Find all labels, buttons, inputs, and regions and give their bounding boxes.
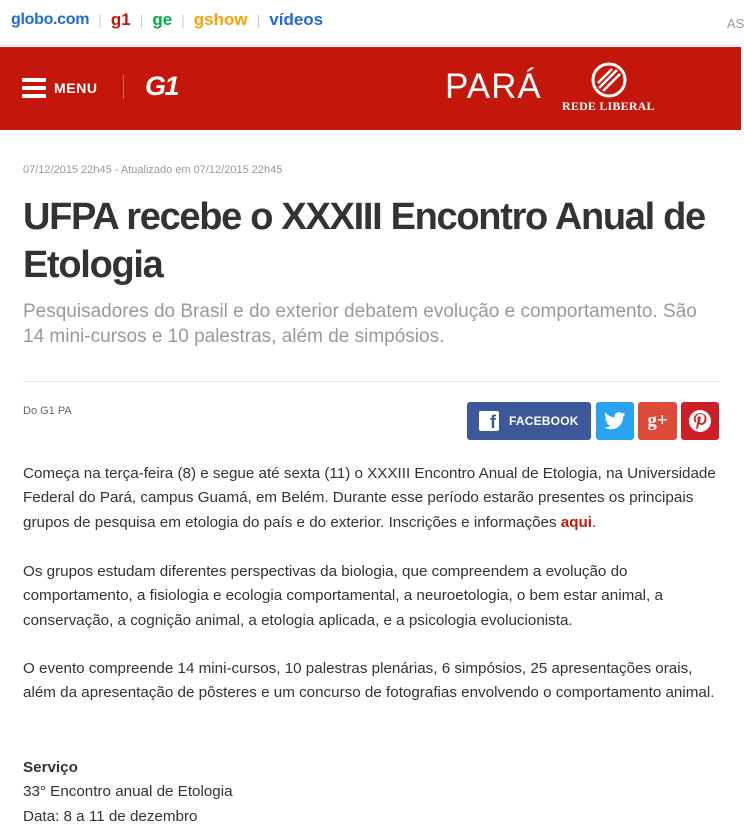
rede-liberal-mark-icon xyxy=(590,61,628,99)
article-byline: Do G1 PA xyxy=(23,405,72,417)
article-subtitle: Pesquisadores do Brasil e do exterior debatem evolução e comportamento. São 14 mini-cursos e 10 palestras, além de simpósios. xyxy=(23,301,697,347)
globo-com-link[interactable]: globo.com xyxy=(11,11,90,28)
link-separator: | xyxy=(256,12,261,28)
pinterest-share-button[interactable] xyxy=(681,402,719,440)
facebook-share-label: FACEBOOK xyxy=(509,414,579,428)
rede-liberal-text: REDE LIBERAL xyxy=(562,99,655,113)
service-heading: Serviço xyxy=(23,759,78,776)
google-plus-icon: g+ xyxy=(647,410,668,431)
hamburger-icon xyxy=(22,78,46,98)
menu-label: MENU xyxy=(54,80,98,96)
pinterest-icon xyxy=(688,409,712,433)
rede-liberal-logo[interactable] xyxy=(562,61,662,117)
info-link[interactable]: aqui xyxy=(560,513,593,531)
google-plus-share-button[interactable] xyxy=(638,402,677,440)
globo-portal-links xyxy=(11,10,323,30)
ge-link[interactable]: ge xyxy=(152,10,173,29)
facebook-share-button[interactable] xyxy=(467,402,591,440)
header-divider xyxy=(123,75,124,99)
paragraph-1-text: Começa na terça-feira (8) e segue até sexta (11) o XXXIII Encontro Anual de Etologia, na Universidade Federal do Pará, campus Guamá, em Belém. Durante esse período estarão presentes os principais grupos de pesquisa em etologia do país e do exterior. Inscrições e informações xyxy=(23,465,716,531)
article-paragraph-2: Os grupos estudam diferentes perspectivas da biologia, que compreendem a evolução do comportamento, a fisiologia e ecologia comportamental, a neuroetologia, o bem estar animal, a conservação, a cognição animal, a etologia aplicada, e a psicologia evolucionista. xyxy=(23,563,663,629)
twitter-icon xyxy=(604,412,626,430)
g1-link[interactable]: g1 xyxy=(110,10,131,29)
link-separator: | xyxy=(181,12,185,28)
service-info xyxy=(23,756,233,829)
videos-link[interactable]: vídeos xyxy=(269,10,324,29)
service-event-name: 33° Encontro anual de Etologia xyxy=(23,783,233,801)
link-separator: | xyxy=(139,12,144,28)
article-date: 07/12/2015 22h45 - Atualizado em 07/12/2015 22h45 xyxy=(23,164,283,176)
twitter-share-button[interactable] xyxy=(596,402,634,440)
paragraph-1-end: . xyxy=(592,513,597,531)
link-separator: | xyxy=(98,12,102,28)
article-paragraph-3: O evento compreende 14 mini-cursos, 10 palestras plenárias, 6 simpósios, 25 apresentações orais, além da apresentação de pôsteres e um concurso de fotografias envolvendo o comportamento animal. xyxy=(23,660,715,702)
site-header xyxy=(0,47,741,130)
region-title[interactable]: PARÁ xyxy=(445,67,542,106)
truncated-top-link[interactable]: AS xyxy=(727,16,744,31)
content-divider xyxy=(23,381,719,382)
menu-button[interactable] xyxy=(22,75,98,101)
article-title: UFPA recebe o XXXIII Encontro Anual de Etologia xyxy=(23,196,705,286)
gshow-link[interactable]: gshow xyxy=(193,10,248,29)
facebook-icon: f xyxy=(479,411,499,431)
service-event-date: Data: 8 a 11 de dezembro xyxy=(23,807,198,825)
article-paragraph-1 xyxy=(23,462,723,535)
g1-logo[interactable]: G1 xyxy=(145,71,179,101)
globo-top-bar xyxy=(0,0,744,46)
